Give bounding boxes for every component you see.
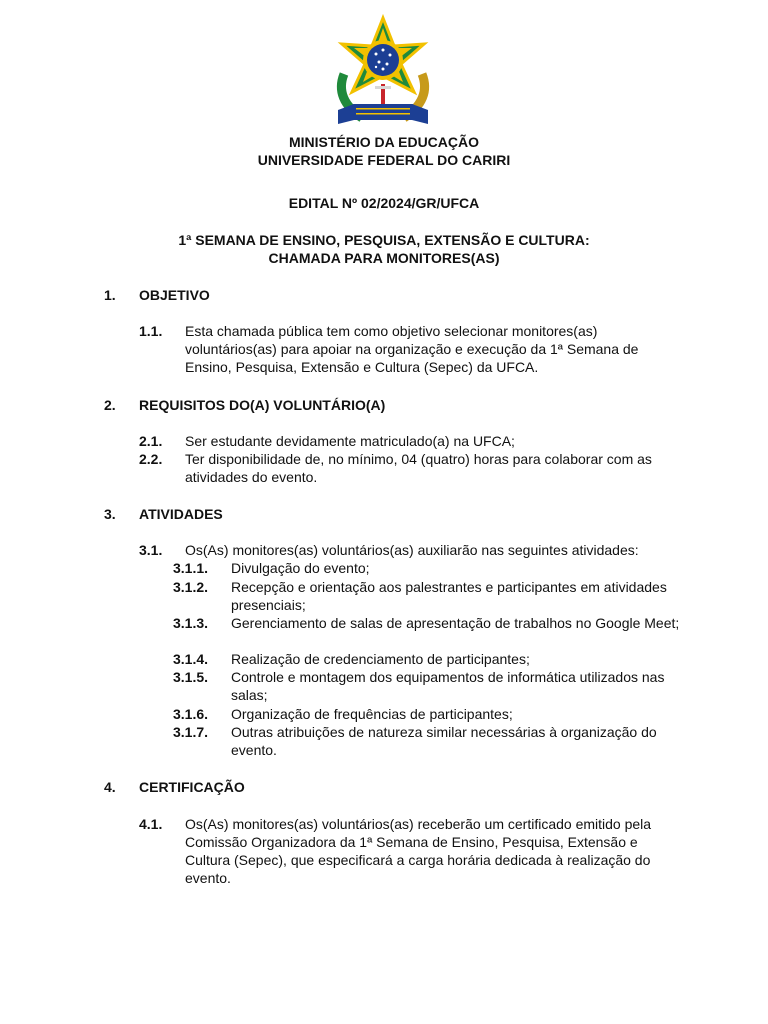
subitem-number: 3.1.4. (173, 651, 209, 667)
subtitle-line-2: CHAMADA PARA MONITORES(AS) (268, 250, 500, 266)
item-number: 2.2. (139, 451, 163, 467)
university-name: UNIVERSIDADE FEDERAL DO CARIRI (257, 152, 511, 168)
subitem-text: Divulgação do evento; (231, 560, 370, 576)
subtitle-line-1: 1ª SEMANA DE ENSINO, PESQUISA, EXTENSÃO E CULTURA: (178, 232, 590, 248)
item-text: Esta chamada pública tem como objetivo selecionar monitores(as) voluntários(as) para apoiar na organização e execução da 1ª Semana de Ensino, Pesquisa, Extensão e Cultura (Sepec) da UFCA. (185, 323, 639, 375)
subitem-number: 3.1.7. (173, 724, 209, 740)
subitem-number: 3.1.5. (173, 669, 209, 685)
subitem-text: Gerenciamento de salas de apresentação de trabalhos no Google Meet; (231, 615, 680, 631)
subitem-number: 3.1.3. (173, 615, 209, 631)
item-text: Ter disponibilidade de, no mínimo, 04 (quatro) horas para colaborar com as atividades do evento. (185, 451, 652, 485)
ministry-name: MINISTÉRIO DA EDUCAÇÃO (288, 134, 480, 150)
item-number: 4.1. (139, 816, 163, 832)
edital-number: EDITAL Nº 02/2024/GR/UFCA (288, 195, 480, 211)
section-title: CERTIFICAÇÃO (139, 779, 245, 795)
item-text: Ser estudante devidamente matriculado(a) na UFCA; (185, 433, 515, 449)
item-number: 2.1. (139, 433, 163, 449)
brazil-coat-of-arms-icon (324, 14, 442, 132)
section-title: OBJETIVO (139, 287, 210, 303)
subitem-text: Outras atribuições de natureza similar necessárias à organização do evento. (231, 724, 657, 758)
section-number: 4. (104, 779, 116, 795)
section-number: 2. (104, 397, 116, 413)
section-title: REQUISITOS DO(A) VOLUNTÁRIO(A) (139, 397, 386, 413)
subitem-text: Controle e montagem dos equipamentos de informática utilizados nas salas; (231, 669, 665, 703)
section-number: 1. (104, 287, 116, 303)
item-text: Os(As) monitores(as) voluntários(as) auxiliarão nas seguintes atividades: (185, 542, 639, 558)
subitem-text: Organização de frequências de participantes; (231, 706, 513, 722)
item-number: 3.1. (139, 542, 163, 558)
subitem-text: Realização de credenciamento de participantes; (231, 651, 530, 667)
subitem-number: 3.1.1. (173, 560, 209, 576)
item-number: 1.1. (139, 323, 163, 339)
document-subtitle (0, 231, 768, 267)
subitem-number: 3.1.6. (173, 706, 209, 722)
subitem-text: Recepção e orientação aos palestrantes e participantes em atividades presenciais; (231, 579, 667, 613)
section-title: ATIVIDADES (139, 506, 223, 522)
document-header (0, 133, 768, 169)
section-number: 3. (104, 506, 116, 522)
item-text: Os(As) monitores(as) voluntários(as) receberão um certificado emitido pela Comissão Organizadora da 1ª Semana de Ensino, Pesquisa, Extensão e Cultura (Sepec), que especificará a carga horária dedicada à realização do evento. (185, 816, 652, 886)
subitem-number: 3.1.2. (173, 579, 209, 595)
